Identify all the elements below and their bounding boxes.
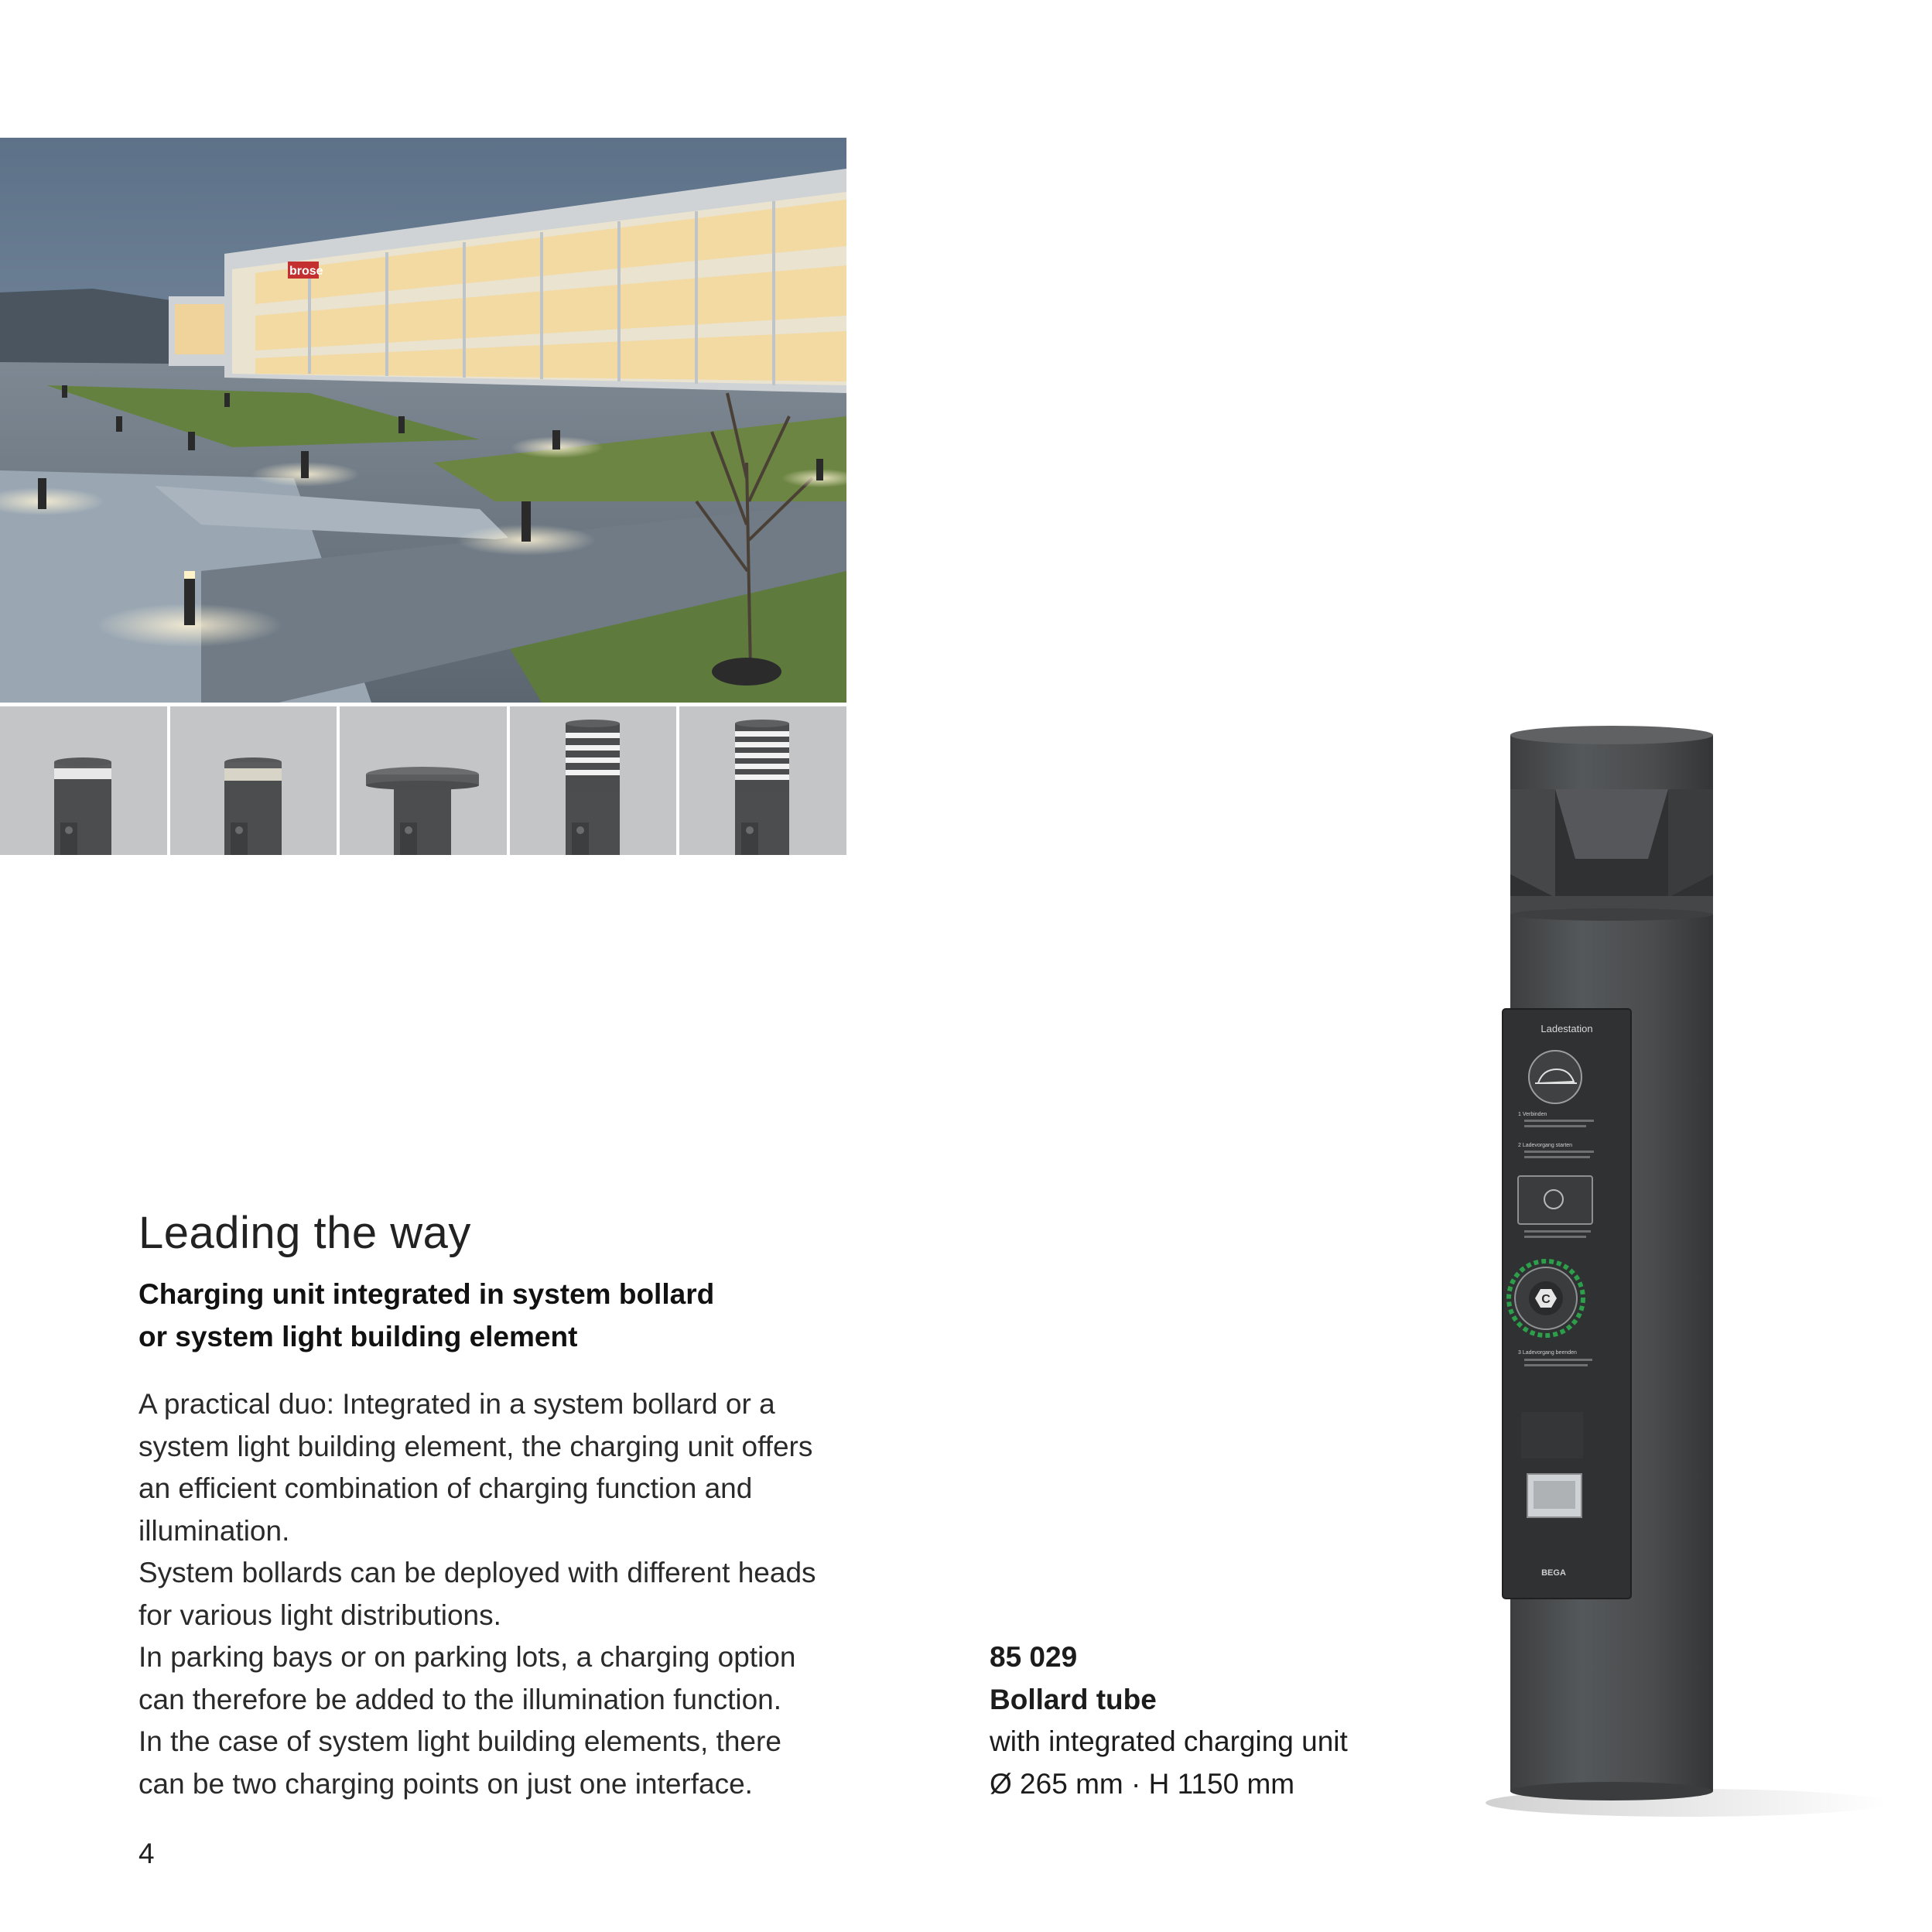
product-image (1455, 720, 1927, 1834)
bollard-louver-head-icon (679, 706, 846, 855)
thumbnail[interactable] (0, 706, 167, 855)
thumbnail[interactable] (510, 706, 677, 855)
body-line: can be two charging points on just one interface. (138, 1767, 753, 1800)
thumbnail[interactable] (170, 706, 337, 855)
body-line: illumination. (138, 1514, 290, 1547)
body-line: A practical duo: Integrated in a system bollard or a (138, 1388, 775, 1420)
bollard-ring-head-icon (0, 706, 166, 855)
bollard-charging-unit-icon (1455, 720, 1927, 1834)
page-number: 4 (138, 1838, 155, 1869)
body-line: In parking bays or on parking lots, a charging option (138, 1641, 796, 1673)
car-plug-icon (1529, 1051, 1582, 1103)
product-name: Bollard tube (990, 1683, 1157, 1715)
subheading-line: Charging unit integrated in system bollard (138, 1278, 715, 1310)
subheading-line: or system light building element (138, 1321, 578, 1352)
body-line: an efficient combination of charging function and (138, 1472, 753, 1504)
panel-brand: BEGA (1541, 1568, 1566, 1578)
subheading (138, 1273, 835, 1358)
body-paragraph (138, 1383, 912, 1805)
product-dimensions: Ø 265 mm · H 1150 mm (990, 1767, 1295, 1800)
bollard-ring-head-icon (170, 706, 337, 855)
bollard-louver-head-icon (510, 706, 676, 855)
thumbnail-strip (0, 706, 846, 855)
bollard-disc-head-icon (340, 706, 506, 855)
body-line: for various light distributions. (138, 1599, 501, 1631)
building-parking-photo (0, 138, 846, 703)
sign-text: brose (289, 265, 323, 278)
panel-title: Ladestation (1540, 1023, 1593, 1034)
socket-letter: C (1541, 1293, 1551, 1306)
panel-step-3: 3 Ladevorgang beenden (1518, 1350, 1577, 1356)
rfid-reader-icon (1518, 1176, 1592, 1224)
thumbnail[interactable] (679, 706, 846, 855)
body-line: In the case of system light building elements, there (138, 1725, 781, 1757)
product-info (990, 1636, 1493, 1805)
panel-step-2: 2 Ladevorgang starten (1518, 1143, 1573, 1148)
thumbnail[interactable] (340, 706, 507, 855)
hero-photo (0, 138, 846, 703)
body-line: can therefore be added to the illumination function. (138, 1683, 782, 1715)
product-description: with integrated charging unit (990, 1725, 1348, 1757)
body-line: System bollards can be deployed with different heads (138, 1557, 816, 1588)
body-line: system light building element, the charging unit offers (138, 1430, 813, 1462)
panel-step-1: 1 Verbinden (1518, 1112, 1547, 1117)
page-heading: Leading the way (138, 1208, 471, 1258)
product-number: 85 029 (990, 1641, 1078, 1673)
